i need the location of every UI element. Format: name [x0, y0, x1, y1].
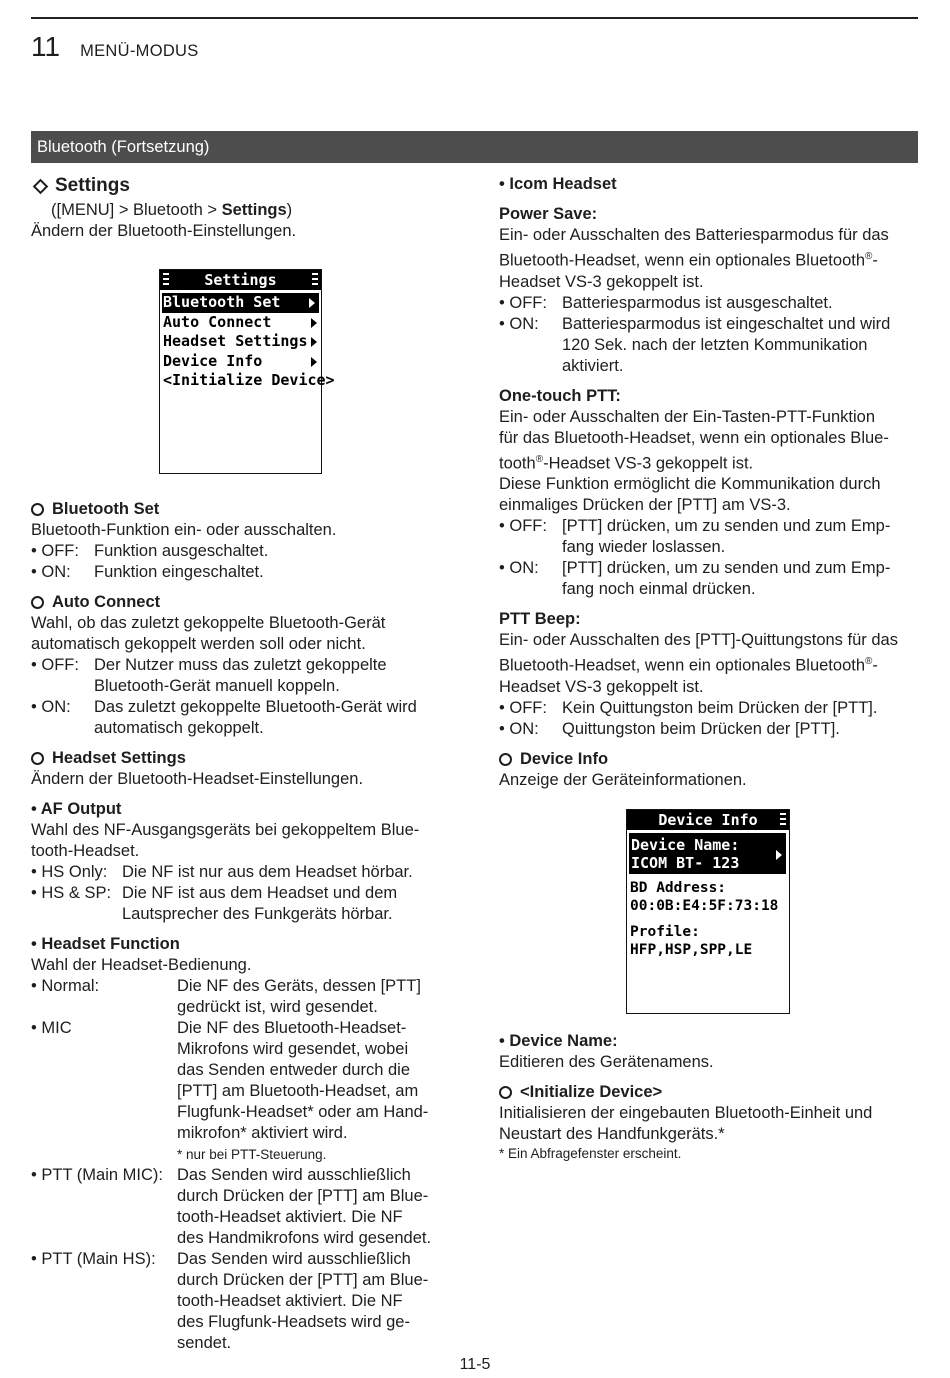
footnote: * Ein Abfragefenster erscheint.: [499, 1145, 682, 1161]
device-info-desc: Anzeige der Geräteinformationen.: [499, 770, 747, 789]
option-text-line: durch Drücken der [PTT] am Blue-: [177, 1271, 429, 1289]
ptt-beep-title: PTT Beep:: [499, 610, 581, 628]
lcd-item-label: Auto Connect: [163, 312, 272, 331]
arrow-right-icon: [776, 850, 782, 860]
menu-path-text: ([MENU] > Bluetooth >: [51, 201, 222, 219]
option-text-line: Der Nutzer muss das zuletzt gekoppelte: [94, 656, 387, 674]
lcd-title: Settings: [204, 271, 277, 289]
lcd-device-name-label: Device Name:: [631, 835, 740, 854]
option-row: [499, 516, 919, 558]
one-touch-desc: für das Bluetooth-Headset, wenn ein optionales Blue-: [499, 428, 889, 447]
lcd-item-bluetooth-set: [162, 293, 319, 313]
text-run: tooth: [499, 454, 536, 472]
ptt-beep-desc: Headset VS-3 gekoppelt ist.: [499, 677, 704, 696]
top-rule: [31, 17, 918, 19]
option-text-line: tooth-Headset aktiviert. Die NF: [177, 1292, 403, 1310]
text-run: -: [872, 251, 878, 270]
option-text-line: sendet.: [177, 1334, 232, 1352]
circle-bullet-icon: [31, 503, 44, 516]
lcd-bd-address-value: 00:0B:E4:5F:73:18: [630, 897, 779, 914]
option-text: [177, 1018, 456, 1165]
lcd-profile-label: Profile:: [630, 923, 700, 940]
registered-mark: ®: [535, 453, 544, 465]
af-output-title: • AF Output: [31, 800, 122, 818]
settings-heading: [31, 172, 456, 200]
option-label: • Normal:: [31, 977, 100, 995]
settings-title: Settings: [55, 175, 130, 196]
option-text-line: Die NF ist aus dem Headset und dem: [122, 884, 398, 902]
option-row: [499, 293, 919, 314]
lcd-title: Device Info: [658, 810, 758, 829]
option-text-line: Batteriesparmodus ist eingeschaltet und wird: [562, 314, 891, 333]
option-text-line: tooth-Headset aktiviert. Die NF: [177, 1208, 403, 1226]
headset-function-title: • Headset Function: [31, 935, 180, 953]
option-row: [31, 1165, 456, 1249]
option-text-line: gedrückt ist, wird gesendet.: [177, 998, 378, 1016]
headset-settings-title: Headset Settings: [52, 749, 186, 767]
option-row: [31, 697, 456, 739]
initialize-device-title: <Initialize Device>: [520, 1082, 663, 1101]
settings-lcd-screen: [159, 269, 335, 474]
option-row: [31, 1018, 456, 1165]
option-text: Batteriesparmodus ist ausgeschaltet.: [562, 293, 833, 312]
auto-connect-title: Auto Connect: [52, 593, 161, 611]
option-text-line: Das Senden wird ausschließlich: [177, 1166, 411, 1184]
option-text: Die NF ist nur aus dem Headset hörbar.: [122, 863, 413, 881]
lcd-item-label: <Initialize Device>: [163, 371, 335, 389]
auto-connect-desc: automatisch gekoppelt werden soll oder nicht.: [31, 635, 366, 653]
lcd-title-bar: [160, 270, 321, 290]
bluetooth-set-heading: [31, 499, 456, 520]
chapter-title: MENÜ-MODUS: [80, 42, 199, 60]
lcd-bd-address-label: BD Address:: [630, 879, 727, 896]
lcd-profile-value: HFP,HSP,SPP,LE: [630, 941, 753, 958]
device-name-title: • Device Name:: [499, 1031, 618, 1050]
option-text-line: Die NF des Geräts, dessen [PTT]: [177, 977, 421, 995]
lcd-title-bar: [627, 810, 789, 830]
registered-mark: ®: [865, 251, 873, 262]
lcd-item-device-info: [160, 352, 321, 372]
option-text-line: 120 Sek. nach der letzten Kommunikation: [562, 335, 868, 354]
option-text-line: durch Drücken der [PTT] am Blue-: [177, 1187, 429, 1205]
lcd-item-initialize-device: [160, 371, 335, 391]
power-save-desc: Ein- oder Ausschalten des Batteriesparmodus für das: [499, 226, 889, 244]
option-row: [499, 719, 919, 740]
arrow-right-icon: [311, 318, 317, 328]
option-label: • OFF:: [31, 542, 79, 560]
one-touch-ptt-title: One-touch PTT:: [499, 386, 621, 405]
option-label: • OFF:: [31, 656, 79, 674]
page-header: [31, 30, 199, 64]
option-row: [31, 976, 456, 1018]
option-label: • ON:: [31, 698, 71, 716]
text-run: Bluetooth-Headset, wenn ein optionales Bluetooth: [499, 251, 866, 270]
option-text: [562, 516, 919, 558]
power-save-desc: [499, 246, 919, 272]
ptt-beep-desc: Ein- oder Ausschalten des [PTT]-Quittungstons für das: [499, 631, 898, 649]
option-text: Kein Quittungston beim Drücken der [PTT].: [562, 698, 878, 717]
initialize-device-heading: [499, 1082, 919, 1103]
option-label: • ON:: [499, 559, 539, 577]
option-text-line: Die NF des Bluetooth-Headset-: [177, 1019, 407, 1037]
option-text-line: automatisch gekoppelt.: [94, 719, 264, 737]
option-label: • OFF:: [499, 698, 547, 717]
option-text-line: Bluetooth-Gerät manuell koppeln.: [94, 677, 340, 695]
option-label: • MIC: [31, 1019, 72, 1037]
power-save-desc: Headset VS-3 gekoppelt ist.: [499, 272, 704, 291]
initialize-desc: Initialisieren der eingebauten Bluetooth-Einheit und: [499, 1103, 873, 1122]
bluetooth-set-title: Bluetooth Set: [52, 500, 160, 518]
initialize-desc: Neustart des Handfunkgeräts.*: [499, 1124, 725, 1143]
option-text: [562, 558, 919, 600]
headset-function-desc: Wahl der Headset-Bedienung.: [31, 956, 252, 974]
headset-settings-heading: [31, 748, 456, 769]
lcd-device-name-value: ICOM BT- 123: [631, 853, 740, 872]
circle-bullet-icon: [499, 753, 512, 766]
headset-settings-desc: Ändern der Bluetooth-Headset-Einstellungen.: [31, 770, 364, 788]
settings-desc: Ändern der Bluetooth-Einstellungen.: [31, 222, 297, 240]
af-output-desc: Wahl des NF-Ausgangsgeräts bei gekoppeltem Blue-: [31, 821, 420, 839]
menu-icon: [780, 813, 786, 825]
one-touch-desc: Diese Funktion ermöglicht die Kommunikation durch: [499, 475, 881, 493]
option-label: • OFF:: [499, 293, 547, 312]
option-text-line: das Senden entweder durch die: [177, 1061, 410, 1079]
option-text: [177, 976, 456, 1018]
option-row: [31, 655, 456, 697]
option-row: [31, 541, 456, 562]
arrow-right-icon: [311, 337, 317, 347]
option-label: • PTT (Main HS):: [31, 1250, 156, 1268]
option-text-line: Mikrofons wird gesendet, wobei: [177, 1040, 409, 1058]
arrow-right-icon: [311, 357, 317, 367]
bluetooth-set-desc: Bluetooth-Funktion ein- oder ausschalten.: [31, 521, 337, 539]
one-touch-desc: [499, 449, 919, 475]
option-text-line: aktiviert.: [562, 356, 624, 375]
option-text-line: Lautsprecher des Funkgeräts hörbar.: [122, 905, 393, 923]
option-label: • OFF:: [499, 517, 547, 535]
option-text-line: [PTT] drücken, um zu senden und zum Emp-: [562, 559, 891, 577]
option-text-line: Flugfunk-Headset* oder am Hand-: [177, 1103, 429, 1121]
option-text-line: fang wieder loslassen.: [562, 538, 726, 556]
option-label: • PTT (Main MIC):: [31, 1166, 163, 1184]
option-row: [31, 1249, 456, 1354]
option-label: • ON:: [499, 314, 539, 333]
lcd-item-auto-connect: [160, 313, 321, 333]
option-row: [499, 558, 919, 600]
lcd-item-label: Bluetooth Set: [163, 293, 281, 311]
power-save-title: Power Save:: [499, 205, 598, 223]
option-text-line: des Handmikrofons wird gesendet.: [177, 1229, 432, 1247]
af-output-desc: tooth-Headset.: [31, 842, 140, 860]
chapter-number: 11: [31, 31, 61, 62]
page-number: 11-5: [459, 1356, 491, 1373]
menu-path-bold: Settings: [221, 201, 287, 219]
option-text: [562, 314, 919, 377]
diamond-icon: [33, 178, 49, 194]
circle-bullet-icon: [31, 596, 44, 609]
arrow-right-icon: [309, 298, 315, 308]
device-name-desc: Editieren des Gerätenamens.: [499, 1052, 714, 1071]
text-run: Bluetooth-Headset, wenn ein optionales Bluetooth: [499, 656, 866, 675]
menu-icon: [312, 273, 318, 285]
option-text-line: mikrofon* aktiviert wird.: [177, 1124, 348, 1142]
left-column: [31, 172, 456, 1354]
option-text: Quittungston beim Drücken der [PTT].: [562, 719, 840, 738]
option-text-line: [PTT] am Bluetooth-Headset, am: [177, 1082, 419, 1100]
option-text: Funktion eingeschaltet.: [94, 563, 264, 581]
option-text: [177, 1249, 456, 1354]
footnote: * nur bei PTT-Steuerung.: [177, 1147, 327, 1162]
registered-mark: ®: [865, 656, 873, 667]
option-text-line: Das zuletzt gekoppelte Bluetooth-Gerät wird: [94, 698, 417, 716]
option-text-line: Das Senden wird ausschließlich: [177, 1250, 411, 1268]
option-text-line: fang noch einmal drücken.: [562, 580, 756, 598]
option-label: • HS & SP:: [31, 884, 112, 902]
option-text: [94, 655, 456, 697]
option-label: • HS Only:: [31, 863, 108, 881]
lcd-item-headset-settings: [160, 332, 321, 352]
one-touch-desc: einmaliges Drücken der [PTT] am VS-3.: [499, 496, 791, 514]
circle-bullet-icon: [499, 1086, 512, 1099]
option-text-line: [PTT] drücken, um zu senden und zum Emp-: [562, 517, 891, 535]
text-run: -: [872, 656, 878, 675]
option-row: [31, 883, 456, 925]
option-row: [31, 562, 456, 583]
lcd-details: [627, 874, 789, 959]
menu-icon: [163, 273, 169, 285]
option-text-line: des Flugfunk-Headsets wird ge-: [177, 1313, 410, 1331]
option-label: • ON:: [499, 719, 539, 738]
section-bar: Bluetooth (Fortsetzung): [31, 131, 918, 163]
device-info-lcd-screen: [626, 809, 790, 1014]
auto-connect-heading: [31, 592, 456, 613]
option-text: [94, 697, 456, 739]
menu-path-close: ): [286, 201, 293, 219]
option-text: [177, 1165, 456, 1249]
option-row: [499, 698, 919, 719]
lcd-item-label: Headset Settings: [163, 332, 308, 350]
text-run: -Headset VS-3 gekoppelt ist.: [543, 454, 754, 472]
right-column: [499, 172, 919, 1163]
option-text: Funktion ausgeschaltet.: [94, 542, 269, 560]
option-row: [31, 862, 456, 883]
lcd-device-name-block: [629, 833, 786, 874]
settings-menu-path: [31, 200, 456, 221]
option-row: [499, 314, 919, 377]
circle-bullet-icon: [31, 752, 44, 765]
device-info-heading: [499, 749, 919, 770]
option-text: [122, 883, 456, 925]
one-touch-desc: Ein- oder Ausschalten der Ein-Tasten-PTT-Funktion: [499, 407, 876, 426]
option-label: • ON:: [31, 563, 71, 581]
lcd-item-label: Device Info: [163, 351, 263, 370]
device-info-title: Device Info: [520, 749, 609, 768]
icom-headset-title: • Icom Headset: [499, 175, 617, 193]
auto-connect-desc: Wahl, ob das zuletzt gekoppelte Bluetooth-Gerät: [31, 614, 386, 632]
ptt-beep-desc: [499, 651, 919, 677]
